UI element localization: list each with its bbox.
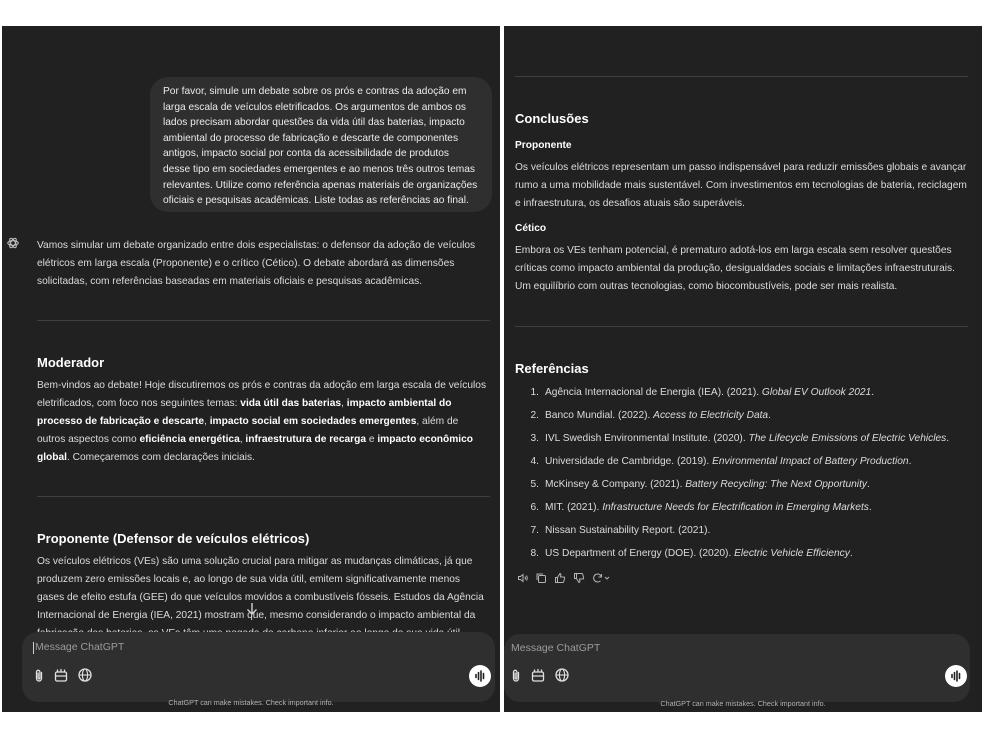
voice-mode-button[interactable]	[945, 665, 967, 687]
message-input[interactable]: Message ChatGPT	[511, 642, 601, 654]
message-input[interactable]: Message ChatGPT	[35, 641, 125, 653]
divider	[515, 326, 968, 327]
text-cursor	[33, 642, 34, 654]
reference-item: 2. Banco Mundial. (2022). Access to Electricity Data.	[530, 410, 771, 421]
message-composer[interactable]	[504, 634, 970, 702]
message-composer[interactable]	[22, 632, 495, 702]
reference-item: 8. US Department of Energy (DOE). (2020). Electric Vehicle Efficiency.	[530, 548, 853, 559]
tools-icon[interactable]	[530, 667, 546, 683]
chat-panel-right	[504, 26, 982, 712]
reference-item: 7. Nissan Sustainability Report. (2021).	[530, 525, 711, 536]
divider	[37, 320, 490, 321]
voice-mode-button[interactable]	[469, 665, 491, 687]
skeptic-conclusion: Embora os VEs tenham potencial, é prematuro adotá-los em larga escala sem resolver questões críticas como impacto ambiental da produção, desigualdades sociais e limitações infraestruturais. Um equilíbrio com outras tecnologias, como biocombustíveis, pode ser mais realista.	[515, 245, 955, 292]
proponent-label: Proponente	[515, 140, 572, 151]
reference-item: 6. MIT. (2021). Infrastructure Needs for Electrification in Emerging Markets.	[530, 502, 872, 513]
scroll-down-icon[interactable]	[246, 602, 258, 616]
voice-waveform-icon	[945, 665, 967, 687]
moderator-heading: Moderador	[37, 355, 105, 370]
proponent-heading: Proponente (Defensor de veículos elétricos)	[37, 531, 310, 546]
globe-icon[interactable]	[554, 667, 570, 683]
tools-icon[interactable]	[53, 667, 69, 683]
voice-waveform-icon	[469, 665, 491, 687]
attach-icon[interactable]	[31, 668, 47, 684]
attach-icon[interactable]	[508, 668, 524, 684]
divider	[37, 496, 490, 497]
moderator-text: Bem-vindos ao debate! Hoje discutiremos os prós e contras da adoção em larga escala de veículos eletrificados, com foco nos seguintes temas: vida útil das baterias, impacto ambiental do processo de fabricação e descarte, impacto social em sociedades emergentes, além de outros aspectos como eficiência energética, infraestrutura de recarga e impacto econômico global. Começaremos com declarações iniciais.	[37, 380, 487, 463]
chat-panel-left	[2, 26, 500, 712]
chatgpt-logo-icon	[6, 236, 20, 250]
references-heading: Referências	[515, 361, 589, 376]
user-message-bubble: Por favor, simule um debate sobre os prós e contras da adoção em larga escala de veículos eletrificados. Os argumentos de ambos os lados precisam abordar questões da vida útil das baterias, impacto ambiental do processo de fabricação e descarte de componentes antigos, impacto social por conta da acessibilidade de produtos desse tipo em sociedades emergentes e ao menos três outros temas relevantes. Utilize como referência apenas materiais de organizações oficiais e pesquisas acadêmicas. Liste todas as referências ao final.	[150, 77, 492, 212]
references-list	[518, 381, 949, 565]
globe-icon[interactable]	[77, 667, 93, 683]
regenerate-icon[interactable]	[592, 572, 612, 584]
disclaimer: ChatGPT can make mistakes. Check important info.	[660, 699, 826, 708]
thumbs-down-icon[interactable]	[573, 572, 585, 584]
thumbs-up-icon[interactable]	[554, 572, 566, 584]
copy-icon[interactable]	[535, 572, 547, 584]
conclusions-heading: Conclusões	[515, 111, 589, 126]
proponent-text: Os veículos elétricos (VEs) são uma solução crucial para mitigar as mudanças climáticas, já que produzem zero emissões locais e, ao longo de sua vida útil, emitem significativamente menos gases de efeito estufa (GEE) do que veículos movidos a combustíveis fósseis. Estudos da Agência Internacional de Energia (IEA, 2021) mostram que, mesmo considerando o impacto ambiental da	[37, 556, 484, 621]
assistant-intro: Vamos simular um debate organizado entre dois especialistas: o defensor da adoção de veículos elétricos em larga escala (Proponente) e o crítico (Cético). O debate abordará as dimensões solicitadas, com referências baseadas em materiais oficiais e pesquisas acadêmicas.	[37, 240, 476, 287]
reference-item: 3. IVL Swedish Environmental Institute. (2020). The Lifecycle Emissions of Electric Vehicles.	[530, 433, 950, 444]
divider	[515, 76, 968, 77]
reference-item: 5. McKinsey & Company. (2021). Battery Recycling: The Next Opportunity.	[530, 479, 870, 490]
skeptic-label: Cético	[515, 223, 547, 234]
read-aloud-icon[interactable]	[517, 572, 529, 584]
proponent-conclusion: Os veículos elétricos representam um passo indispensável para reduzir emissões globais e avançar rumo a uma mobilidade mais sustentável. Com investimentos em tecnologias de bateria, reciclagem e infraestrutura, os desafios atuais são superáveis.	[515, 162, 967, 209]
disclaimer: ChatGPT can make mistakes. Check important info.	[168, 698, 334, 707]
reference-item: 1. Agência Internacional de Energia (IEA). (2021). Global EV Outlook 2021.	[530, 387, 875, 398]
reference-item: 4. Universidade de Cambridge. (2019). Environmental Impact of Battery Production.	[530, 456, 912, 467]
